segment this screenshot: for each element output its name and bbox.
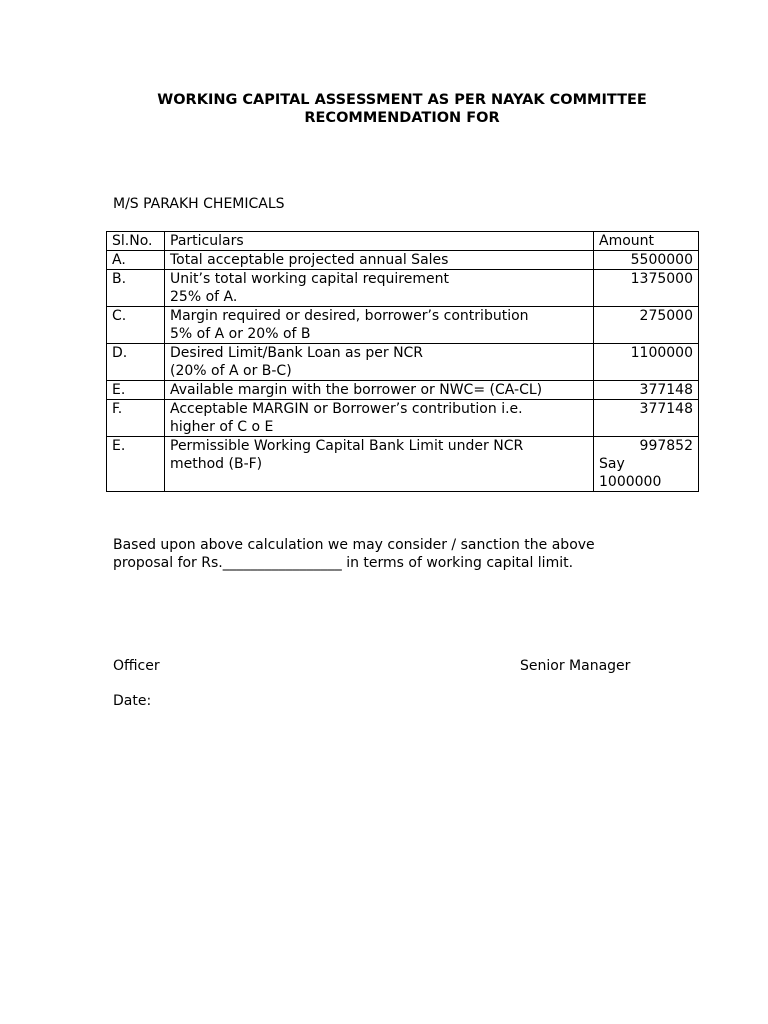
header-amount: Amount <box>594 232 699 251</box>
row-sl-no: A. <box>107 251 165 270</box>
row-particulars <box>165 400 594 437</box>
conclusion-line-2 <box>113 554 595 572</box>
particulars-line-1: Acceptable MARGIN or Borrower’s contribution i.e. <box>170 401 523 417</box>
title-line-1: WORKING CAPITAL ASSESSMENT AS PER NAYAK COMMITTEE <box>157 92 647 108</box>
row-amount: 5500000 <box>594 251 699 270</box>
row-sl-no: C. <box>107 307 165 344</box>
table-row <box>107 400 699 437</box>
particulars-line-1: Margin required or desired, borrower’s contribution <box>170 308 529 324</box>
amount-note-say: Say <box>599 456 625 472</box>
table-header-row <box>107 232 699 251</box>
row-particulars <box>165 307 594 344</box>
row-amount: 1100000 <box>594 344 699 381</box>
header-sl-no: Sl.No. <box>107 232 165 251</box>
particulars-line-2: 5% of A or 20% of B <box>170 326 311 342</box>
particulars-line-2: 25% of A. <box>170 289 238 305</box>
conclusion-suffix: in terms of working capital limit. <box>341 555 574 571</box>
row-particulars <box>165 437 594 492</box>
particulars-line-1: Available margin with the borrower or NWC= (CA-CL) <box>170 382 543 398</box>
amount-value: 997852 <box>639 438 693 454</box>
row-sl-no: E. <box>107 381 165 400</box>
conclusion-line-1: Based upon above calculation we may consider / sanction the above <box>113 537 595 553</box>
row-sl-no: D. <box>107 344 165 381</box>
row-particulars <box>165 344 594 381</box>
row-sl-no: F. <box>107 400 165 437</box>
row-amount: 1375000 <box>594 270 699 307</box>
table-row <box>107 251 699 270</box>
particulars-line-1: Permissible Working Capital Bank Limit under NCR <box>170 438 524 454</box>
conclusion-paragraph <box>113 536 595 572</box>
assessment-table <box>106 231 699 492</box>
particulars-line-1: Desired Limit/Bank Loan as per NCR <box>170 345 424 361</box>
row-sl-no: E. <box>107 437 165 492</box>
table-row <box>107 270 699 307</box>
particulars-line-2: method (B-F) <box>170 456 263 472</box>
particulars-line-2: (20% of A or B-C) <box>170 363 292 379</box>
document-title <box>0 91 768 127</box>
particulars-line-1: Total acceptable projected annual Sales <box>170 252 449 268</box>
row-particulars <box>165 251 594 270</box>
officer-signature-label: Officer <box>113 658 160 674</box>
conclusion-prefix: proposal for Rs. <box>113 555 223 571</box>
table-row <box>107 307 699 344</box>
table-row <box>107 344 699 381</box>
row-amount <box>594 437 699 492</box>
senior-manager-signature-label: Senior Manager <box>520 658 631 674</box>
date-label: Date: <box>113 693 152 709</box>
row-particulars <box>165 381 594 400</box>
particulars-line-2: higher of C o E <box>170 419 274 435</box>
row-particulars <box>165 270 594 307</box>
particulars-line-1: Unit’s total working capital requirement <box>170 271 449 287</box>
table-row <box>107 437 699 492</box>
table-row <box>107 381 699 400</box>
row-amount: 377148 <box>594 400 699 437</box>
header-particulars: Particulars <box>165 232 594 251</box>
row-amount: 377148 <box>594 381 699 400</box>
title-line-2: RECOMMENDATION FOR <box>304 110 500 126</box>
company-name: M/S PARAKH CHEMICALS <box>113 196 285 212</box>
amount-note-rounded: 1000000 <box>599 474 662 490</box>
row-amount: 275000 <box>594 307 699 344</box>
amount-blank: _________________ <box>222 555 342 571</box>
row-sl-no: B. <box>107 270 165 307</box>
